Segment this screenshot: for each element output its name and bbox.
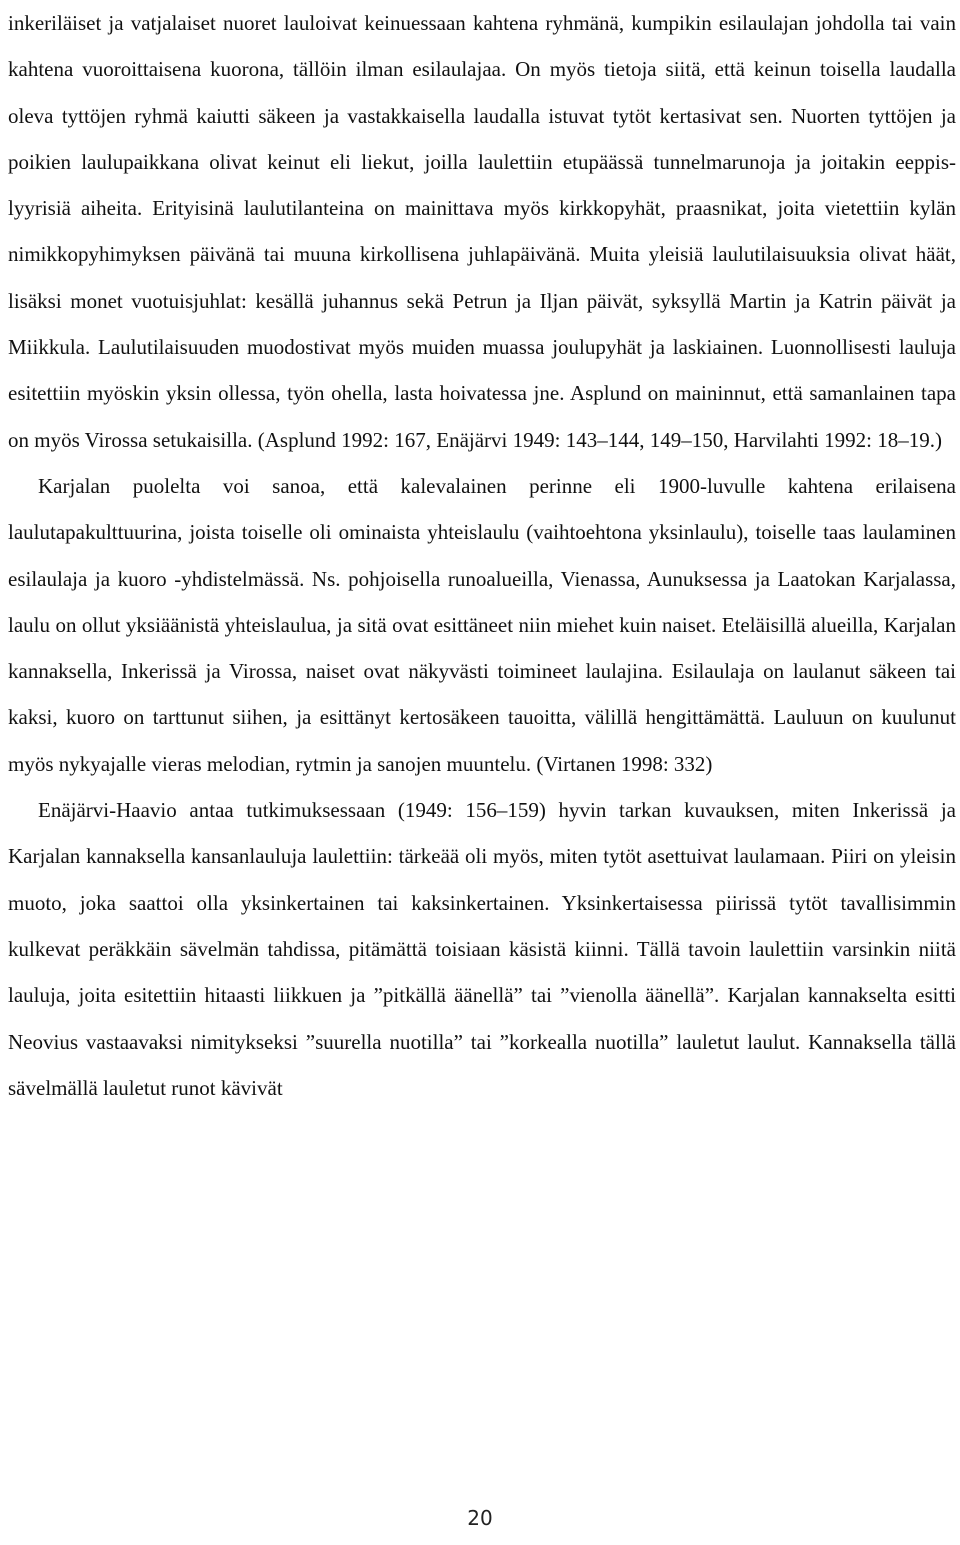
body-text — [8, 0, 956, 1111]
paragraph-1: inkeriläiset ja vatjalaiset nuoret lauloivat keinuessaan kahtena ryhmänä, kumpikin esilaulajan johdolla tai vain kahtena vuoroittaisena kuorona, tällöin ilman esilaulajaa. On myös tietoja siitä, että keinun toisella laudalla oleva tyttöjen ryhmä kaiutti säkeen ja vastakkaisella laudalla istuvat tytöt kertasivat sen. Nuorten tyttöjen ja poikien laulupaikkana olivat keinut eli liekut, joilla laulettiin etupäässä tunnelmarunoja ja joitakin eeppis-lyyrisiä aiheita. Erityisinä laulutilanteina on mainittava myös kirkkopyhät, praasnikat, joita vietettiin kylän nimikkopyhimyksen päivänä tai muuna kirkollisena juhlapäivänä. Muita yleisiä laulutilaisuuksia olivat häät, lisäksi monet vuotuisjuhlat: kesällä juhannus sekä Petrun ja Iljan päivät, syksyllä Martin ja Katrin päivät ja Miikkula. Laulutilaisuuden muodostivat myös muiden muassa joulupyhät ja laskiainen. Luonnollisesti lauluja esitettiin myöskin yksin ollessa, työn ohella, lasta hoivatessa jne. Asplund on maininnut, että samanlainen tapa on myös Virossa setukaisilla. (Asplund 1992: 167, Enäjärvi 1949: 143–144, 149–150, Harvilahti 1992: 18–19.) — [8, 11, 956, 452]
page-number: 20 — [467, 1506, 493, 1530]
paragraph-3: Enäjärvi-Haavio antaa tutkimuksessaan (1949: 156–159) hyvin tarkan kuvauksen, miten Inkerissä ja Karjalan kannaksella kansanlauluja laulettiin: tärkeää oli myös, miten tytöt asettuivat laulamaan. Piiri on yleisin muoto, joka saattoi olla yksinkertainen tai kaksinkertainen. Yksinkertaisessa piirissä tytöt tavallisimmin kulkevat peräkkäin sävelmän tahdissa, pitämättä toisiaan käsistä kiinni. Tällä tavoin laulettiin varsinkin niitä lauluja, joita esitettiin hitaasti liikkuen ja ”pitkällä äänellä” tai ”vienolla äänellä”. Karjalan kannakselta esitti Neovius vastaavaksi nimitykseksi ”suurella nuotilla” tai ”korkealla nuotilla” lauletut laulut. Kannaksella tällä sävelmällä lauletut runot kävivät — [8, 798, 956, 1100]
paragraph-2: Karjalan puolelta voi sanoa, että kalevalainen perinne eli 1900-luvulle kahtena erilaisena laulutapakulttuurina, joista toiselle oli ominaista yhteislaulu (vaihtoehtona yksinlaulu), toiselle taas laulaminen esilaulaja ja kuoro -yhdistelmässä. Ns. pohjoisella runoalueilla, Vienassa, Aunuksessa ja Laatokan Karjalassa, laulu on ollut yksiäänistä yhteislaulua, ja sitä ovat esittäneet niin miehet kuin naiset. Eteläisillä alueilla, Karjalan kannaksella, Inkerissä ja Virossa, naiset ovat näkyvästi toimineet laulajina. Esilaulaja on laulanut säkeen tai kaksi, kuoro on tarttunut siihen, ja esittänyt kertosäkeen tauoitta, välillä hengittämättä. Lauluun on kuulunut myös nykyajalle vieras melodian, rytmin ja sanojen muuntelu. (Virtanen 1998: 332) — [8, 473, 956, 776]
